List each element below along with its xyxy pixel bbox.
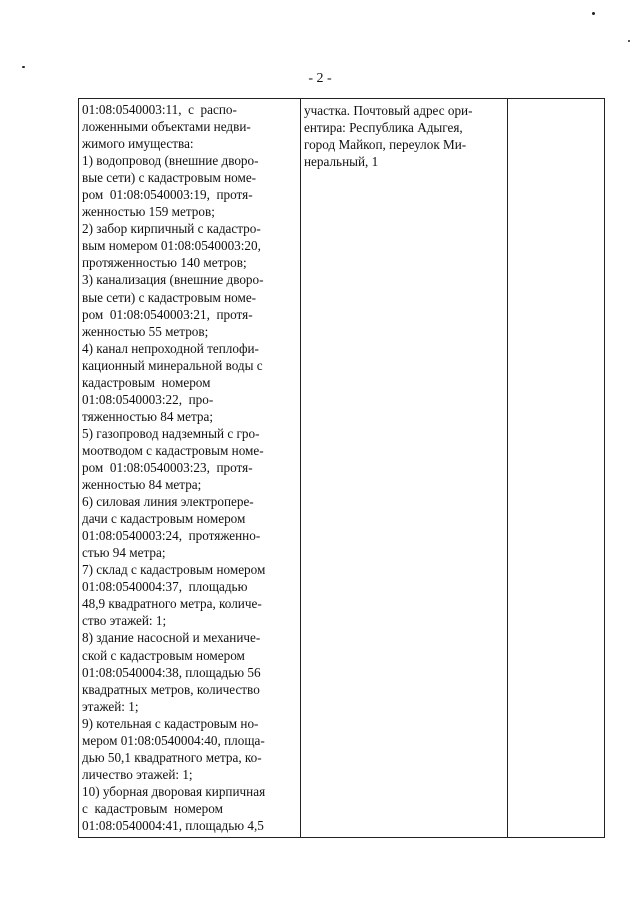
text-line: 8) здание насосной и механиче- [82, 630, 261, 646]
text-line: 4) канал непроходной теплофи- [82, 340, 259, 356]
text-line: женностью 55 метров; [82, 323, 209, 339]
text-line: личество этажей: 1; [82, 766, 193, 782]
text-line: 9) котельная с кадастровым но- [82, 715, 259, 731]
scan-speck [22, 66, 25, 68]
text-line: 01:08:0540004:38, площадью 56 [82, 664, 261, 680]
text-line: 48,9 квадратного метра, количе- [82, 596, 262, 612]
text-line: вые сети) с кадастровым номе- [82, 170, 257, 186]
text-line: 2) забор кирпичный с кадастро- [82, 221, 261, 237]
text-line: мером 01:08:0540004:40, площа- [82, 732, 265, 748]
text-line: ской с кадастровым номером [82, 647, 245, 663]
text-line: 01:08:0540004:37, площадью [82, 579, 248, 595]
text-line: кационный минеральной воды с [82, 357, 263, 373]
text-line: жимого имущества: [82, 136, 194, 152]
address-text [301, 99, 507, 170]
text-line: кадастровым номером [82, 374, 211, 390]
text-line: квадратных метров, количество [82, 681, 260, 697]
text-line: 5) газопровод надземный с гро- [82, 425, 260, 441]
text-line: 7) склад с кадастровым номером [82, 562, 266, 578]
text-line: ром 01:08:0540003:19, протя- [82, 187, 253, 203]
text-line: вые сети) с кадастровым номе- [82, 289, 257, 305]
page-number: - 2 - [308, 71, 332, 86]
text-line: 1) водопровод (внешние дворо- [82, 153, 259, 169]
scan-speck [628, 40, 630, 42]
text-line: 01:08:0540003:24, протяженно- [82, 528, 261, 544]
text-line: 6) силовая линия электропере- [82, 494, 254, 510]
text-line: дачи с кадастровым номером [82, 511, 246, 527]
text-line: стью 94 метра; [82, 545, 166, 561]
table-cell-empty [508, 99, 604, 837]
text-line: ство этажей: 1; [82, 613, 167, 629]
table-cell-objects [79, 99, 301, 837]
text-line: тяженностью 84 метра; [82, 408, 213, 424]
text-line: ентира: Республика Адыгея, [304, 120, 463, 136]
text-line: 3) канализация (внешние дворо- [82, 272, 264, 288]
text-line: 01:08:0540004:41, площадью 4,5 [82, 817, 264, 833]
table-cell-address [301, 99, 508, 837]
text-line: женностью 84 метра; [82, 477, 202, 493]
text-line: 01:08:0540003:22, про- [82, 391, 214, 407]
text-line: моотводом с кадастровым номе- [82, 442, 264, 458]
text-line: неральный, 1 [304, 154, 379, 170]
text-line: протяженностью 140 метров; [82, 255, 247, 271]
objects-list-text [79, 99, 300, 834]
text-line: 10) уборная дворовая кирпичная [82, 783, 266, 799]
document-table [78, 98, 605, 838]
text-line: ложенными объектами недви- [82, 119, 251, 135]
text-line: ром 01:08:0540003:21, протя- [82, 306, 253, 322]
text-line: 01:08:0540003:11, с распо- [82, 102, 237, 117]
text-line: женностью 159 метров; [82, 204, 215, 220]
scan-speck [592, 12, 595, 15]
text-line: этажей: 1; [82, 698, 139, 714]
text-line: ром 01:08:0540003:23, протя- [82, 459, 253, 475]
text-line: вым номером 01:08:0540003:20, [82, 238, 261, 254]
text-line: город Майкоп, переулок Ми- [304, 137, 467, 153]
text-line: дью 50,1 квадратного метра, ко- [82, 749, 262, 765]
text-line: с кадастровым номером [82, 800, 223, 816]
text-line: участка. Почтовый адрес ори- [304, 103, 473, 118]
